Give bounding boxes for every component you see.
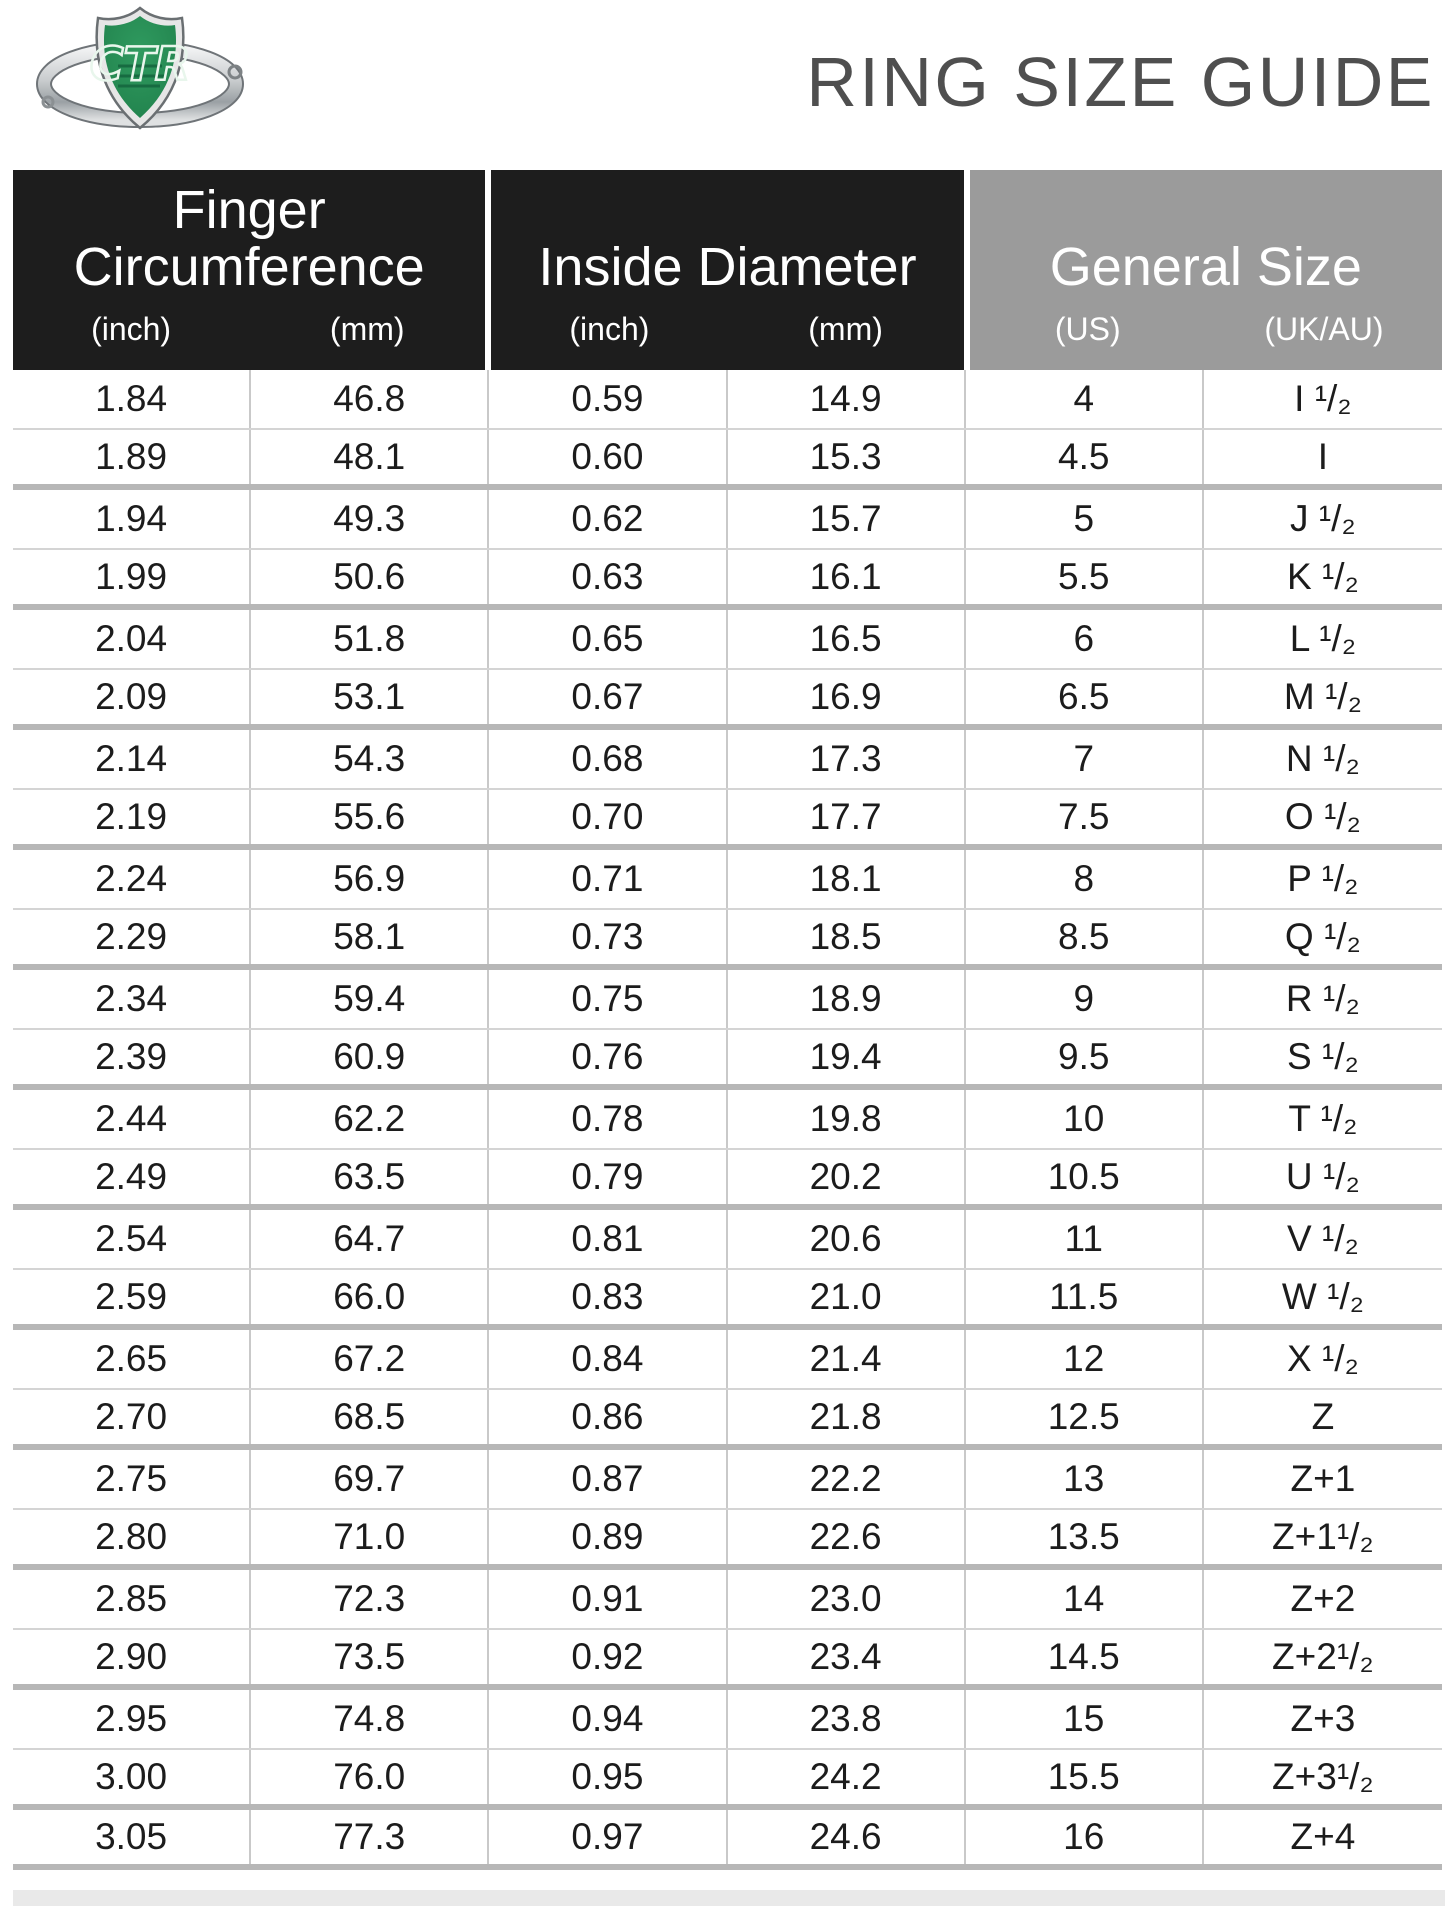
cell-finger-circumference-inch: 1.99 [13,550,251,604]
cell-inside-diameter-mm: 24.6 [728,1810,966,1864]
table-row [13,1210,1442,1270]
cell-inside-diameter-mm: 23.8 [728,1690,966,1748]
cell-inside-diameter-inch: 0.89 [489,1510,727,1564]
cell-inside-diameter-inch: 0.73 [489,910,727,964]
cell-inside-diameter-mm: 17.7 [728,790,966,844]
cell-finger-circumference-inch: 2.70 [13,1390,251,1444]
cell-finger-circumference-inch: 2.24 [13,850,251,908]
cell-finger-circumference-mm: 69.7 [251,1450,489,1508]
cell-inside-diameter-inch: 0.84 [489,1330,727,1388]
cell-finger-circumference-inch: 1.89 [13,430,251,484]
cell-inside-diameter-inch: 0.81 [489,1210,727,1268]
header-group-units [13,296,485,370]
cell-general-size-uk-au: L ¹/₂ [1289,618,1357,659]
header-group-label: Inside Diameter [538,236,917,297]
cell-inside-diameter-inch: 0.92 [489,1630,727,1684]
cell-inside-diameter-inch: 0.76 [489,1030,727,1084]
cell-finger-circumference-mm: 55.6 [251,790,489,844]
cell-finger-circumference-mm: 64.7 [251,1210,489,1268]
cell-finger-circumference-mm: 76.0 [251,1750,489,1804]
cell-general-size-uk-au: V ¹/₂ [1286,1218,1359,1259]
cell-general-size-us: 14.5 [966,1630,1204,1684]
table-body [13,370,1442,1870]
cell-inside-diameter-mm: 17.3 [728,730,966,788]
cell-general-size-us: 4 [966,370,1204,428]
cell-finger-circumference-mm: 51.8 [251,610,489,668]
cell-inside-diameter-mm: 18.1 [728,850,966,908]
cell-general-size-us: 6.5 [966,670,1204,724]
cell-general-size-uk-au: T ¹/₂ [1288,1098,1358,1139]
header-group-units [491,296,963,370]
page-title: RING SIZE GUIDE [806,43,1435,121]
table-row [13,1630,1442,1690]
cell-finger-circumference-mm: 54.3 [251,730,489,788]
cell-general-size-uk-au: Z+2¹/₂ [1272,1636,1374,1677]
cell-finger-circumference-inch: 2.04 [13,610,251,668]
ctr-letters: CTR [89,37,191,91]
cell-general-size-us: 12 [966,1330,1204,1388]
table-row [13,1690,1442,1750]
cell-inside-diameter-mm: 19.8 [728,1090,966,1148]
cell-inside-diameter-inch: 0.86 [489,1390,727,1444]
unit-label-uk-au: (UK/AU) [1264,310,1384,347]
table-header [13,170,1442,370]
unit-label-mm: (mm) [329,310,405,347]
cell-inside-diameter-mm: 23.0 [728,1570,966,1628]
cell-general-size-us: 5.5 [966,550,1204,604]
table-row [13,550,1442,610]
table-row [13,1750,1442,1810]
table-row [13,1450,1442,1510]
header-group-units [970,296,1442,370]
bottom-strip [13,1890,1445,1906]
cell-general-size-us: 5 [966,490,1204,548]
cell-finger-circumference-inch: 1.84 [13,370,251,428]
cell-inside-diameter-mm: 22.6 [728,1510,966,1564]
cell-general-size-us: 10 [966,1090,1204,1148]
cell-general-size-uk-au: M ¹/₂ [1283,676,1362,717]
cell-inside-diameter-inch: 0.78 [489,1090,727,1148]
cell-inside-diameter-mm: 23.4 [728,1630,966,1684]
cell-general-size-uk-au: U ¹/₂ [1285,1156,1360,1197]
cell-general-size-uk-au: Z+3 [1290,1698,1356,1739]
cell-general-size-us: 8 [966,850,1204,908]
table-row [13,790,1442,850]
cell-general-size-us: 8.5 [966,910,1204,964]
table-row [13,970,1442,1030]
cell-general-size-us: 14 [966,1570,1204,1628]
cell-finger-circumference-mm: 58.1 [251,910,489,964]
cell-finger-circumference-mm: 74.8 [251,1690,489,1748]
table-row [13,430,1442,490]
cell-inside-diameter-mm: 21.4 [728,1330,966,1388]
cell-finger-circumference-inch: 1.94 [13,490,251,548]
cell-inside-diameter-mm: 14.9 [728,370,966,428]
cell-finger-circumference-mm: 68.5 [251,1390,489,1444]
cell-inside-diameter-mm: 16.5 [728,610,966,668]
cell-inside-diameter-mm: 18.5 [728,910,966,964]
table-row [13,1570,1442,1630]
cell-inside-diameter-mm: 18.9 [728,970,966,1028]
cell-finger-circumference-mm: 77.3 [251,1810,489,1864]
cell-finger-circumference-mm: 62.2 [251,1090,489,1148]
cell-inside-diameter-mm: 15.3 [728,430,966,484]
cell-general-size-uk-au: K ¹/₂ [1286,556,1359,597]
cell-finger-circumference-inch: 2.65 [13,1330,251,1388]
cell-finger-circumference-mm: 72.3 [251,1570,489,1628]
cell-general-size-uk-au: Z+3¹/₂ [1272,1756,1374,1797]
cell-general-size-uk-au: P ¹/₂ [1287,858,1359,899]
cell-general-size-us: 11.5 [966,1270,1204,1324]
table-row [13,910,1442,970]
cell-general-size-uk-au: O ¹/₂ [1284,796,1361,837]
table-row [13,370,1442,430]
cell-general-size-us: 9.5 [966,1030,1204,1084]
cell-general-size-us: 6 [966,610,1204,668]
cell-finger-circumference-inch: 2.90 [13,1630,251,1684]
cell-general-size-us: 9 [966,970,1204,1028]
cell-inside-diameter-inch: 0.87 [489,1450,727,1508]
cell-general-size-uk-au: R ¹/₂ [1285,978,1360,1019]
table-row [13,1150,1442,1210]
cell-inside-diameter-mm: 22.2 [728,1450,966,1508]
table-row [13,490,1442,550]
cell-finger-circumference-mm: 46.8 [251,370,489,428]
header-group-inside-diameter [491,170,963,370]
cell-general-size-us: 15.5 [966,1750,1204,1804]
table-row [13,1810,1442,1870]
cell-finger-circumference-inch: 2.80 [13,1510,251,1564]
table-row [13,850,1442,910]
cell-finger-circumference-mm: 53.1 [251,670,489,724]
cell-general-size-uk-au: Z+1 [1290,1458,1356,1499]
cell-inside-diameter-mm: 21.8 [728,1390,966,1444]
cell-general-size-us: 16 [966,1810,1204,1864]
cell-general-size-us: 10.5 [966,1150,1204,1204]
cell-finger-circumference-mm: 60.9 [251,1030,489,1084]
cell-finger-circumference-inch: 2.75 [13,1450,251,1508]
cell-finger-circumference-inch: 2.19 [13,790,251,844]
ctr-ring-logo [30,4,250,144]
cell-inside-diameter-mm: 20.6 [728,1210,966,1268]
cell-inside-diameter-inch: 0.65 [489,610,727,668]
cell-finger-circumference-inch: 2.59 [13,1270,251,1324]
cell-finger-circumference-mm: 73.5 [251,1630,489,1684]
unit-label-inch: (inch) [569,310,650,347]
cell-general-size-uk-au: Z [1311,1396,1335,1437]
cell-finger-circumference-mm: 49.3 [251,490,489,548]
cell-general-size-us: 7 [966,730,1204,788]
cell-inside-diameter-inch: 0.60 [489,430,727,484]
cell-general-size-uk-au: S ¹/₂ [1286,1036,1359,1077]
header-group-finger-circumference [13,170,485,370]
cell-inside-diameter-mm: 16.1 [728,550,966,604]
cell-inside-diameter-inch: 0.63 [489,550,727,604]
cell-finger-circumference-mm: 59.4 [251,970,489,1028]
table-row [13,1270,1442,1330]
cell-finger-circumference-mm: 63.5 [251,1150,489,1204]
cell-finger-circumference-inch: 2.95 [13,1690,251,1748]
cell-general-size-uk-au: J ¹/₂ [1290,498,1356,539]
cell-general-size-us: 13.5 [966,1510,1204,1564]
cell-finger-circumference-mm: 50.6 [251,550,489,604]
cell-inside-diameter-mm: 15.7 [728,490,966,548]
table-row [13,730,1442,790]
cell-finger-circumference-inch: 2.14 [13,730,251,788]
cell-inside-diameter-mm: 20.2 [728,1150,966,1204]
header-group-label: Finger Circumference [73,179,425,297]
cell-inside-diameter-inch: 0.71 [489,850,727,908]
cell-finger-circumference-mm: 66.0 [251,1270,489,1324]
table-row [13,1390,1442,1450]
cell-finger-circumference-inch: 3.00 [13,1750,251,1804]
cell-finger-circumference-inch: 2.49 [13,1150,251,1204]
cell-finger-circumference-inch: 2.34 [13,970,251,1028]
cell-inside-diameter-inch: 0.75 [489,970,727,1028]
unit-label-mm: (mm) [808,310,883,347]
header-group-general-size [970,170,1442,370]
cell-general-size-us: 7.5 [966,790,1204,844]
cell-inside-diameter-inch: 0.97 [489,1810,727,1864]
cell-general-size-uk-au: Z+2 [1290,1578,1356,1619]
cell-general-size-us: 4.5 [966,430,1204,484]
cell-general-size-uk-au: I ¹/₂ [1294,378,1352,419]
cell-general-size-uk-au: Z+4 [1290,1816,1356,1857]
cell-finger-circumference-inch: 3.05 [13,1810,251,1864]
table-row [13,1090,1442,1150]
table-row [13,1030,1442,1090]
table-row [13,670,1442,730]
cell-inside-diameter-inch: 0.91 [489,1570,727,1628]
cell-inside-diameter-mm: 24.2 [728,1750,966,1804]
cell-general-size-us: 13 [966,1450,1204,1508]
cell-inside-diameter-inch: 0.62 [489,490,727,548]
cell-inside-diameter-inch: 0.79 [489,1150,727,1204]
table-row [13,1510,1442,1570]
table-row [13,1330,1442,1390]
cell-inside-diameter-inch: 0.59 [489,370,727,428]
cell-general-size-uk-au: N ¹/₂ [1285,738,1360,779]
cell-finger-circumference-inch: 2.44 [13,1090,251,1148]
cell-general-size-uk-au: X ¹/₂ [1286,1338,1359,1379]
cell-inside-diameter-inch: 0.83 [489,1270,727,1324]
cell-inside-diameter-inch: 0.68 [489,730,727,788]
cell-finger-circumference-inch: 2.85 [13,1570,251,1628]
cell-inside-diameter-mm: 21.0 [728,1270,966,1324]
cell-inside-diameter-inch: 0.67 [489,670,727,724]
cell-general-size-uk-au: Q ¹/₂ [1284,916,1361,957]
cell-finger-circumference-inch: 2.54 [13,1210,251,1268]
cell-inside-diameter-inch: 0.70 [489,790,727,844]
cell-general-size-us: 12.5 [966,1390,1204,1444]
cell-general-size-us: 15 [966,1690,1204,1748]
unit-label-inch: (inch) [91,310,172,347]
cell-inside-diameter-inch: 0.95 [489,1750,727,1804]
unit-label-us: (US) [1054,310,1121,347]
cell-inside-diameter-mm: 19.4 [728,1030,966,1084]
cell-inside-diameter-mm: 16.9 [728,670,966,724]
cell-finger-circumference-inch: 2.39 [13,1030,251,1084]
cell-finger-circumference-mm: 67.2 [251,1330,489,1388]
cell-inside-diameter-inch: 0.94 [489,1690,727,1748]
cell-finger-circumference-inch: 2.29 [13,910,251,964]
ring-logo-graphic [30,4,250,144]
cell-general-size-uk-au: W ¹/₂ [1281,1276,1364,1317]
table-row [13,610,1442,670]
cell-finger-circumference-mm: 71.0 [251,1510,489,1564]
cell-finger-circumference-mm: 48.1 [251,430,489,484]
header-group-label: General Size [1049,236,1362,297]
ring-size-table [13,170,1442,1870]
cell-general-size-uk-au: I [1317,436,1329,477]
cell-finger-circumference-mm: 56.9 [251,850,489,908]
cell-general-size-us: 11 [966,1210,1204,1268]
cell-general-size-uk-au: Z+1¹/₂ [1272,1516,1374,1557]
cell-finger-circumference-inch: 2.09 [13,670,251,724]
